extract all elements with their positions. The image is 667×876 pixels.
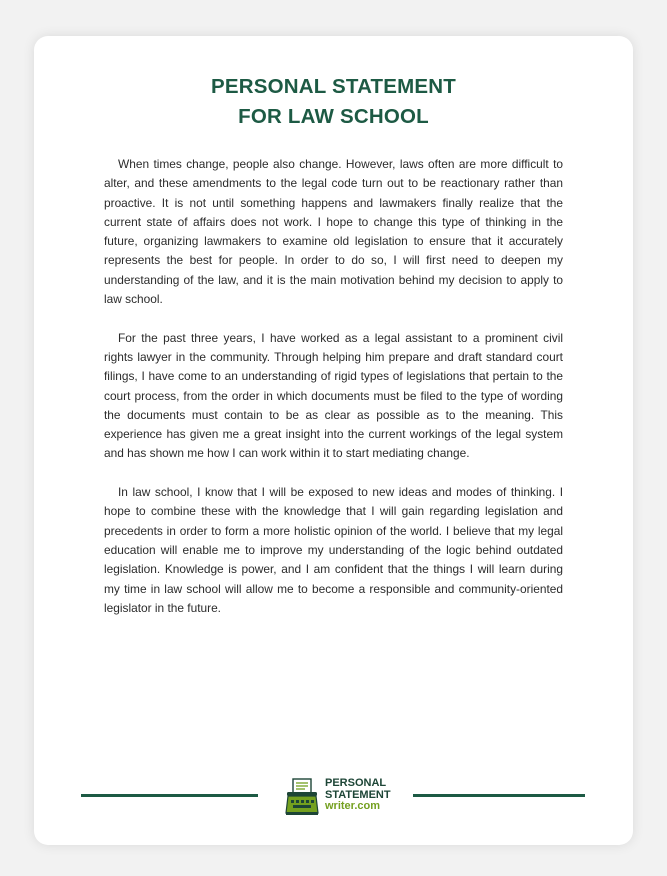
paragraph-1: When times change, people also change. However, laws often are more difficult to alter, and these amendments to the legal code turn out to be reactionary rather than proactive. It is not until something happens and lawmakers finally realize that the current state of affairs does not work. I hope to change this type of thinking in the future, organizing lawmakers to examine old legislation to ensure that it accurately represents the best for people. In order to do so, I will first need to deepen my understanding of the law, and it is the main motivation behind my decision to apply to law school. — [104, 157, 563, 307]
logo-wordmark — [325, 778, 391, 813]
footer — [34, 776, 633, 820]
title-line-1: PERSONAL STATEMENT — [210, 75, 457, 98]
statement-body — [104, 155, 563, 637]
paragraph-3: In law school, I know that I will be exposed to new ideas and modes of thinking. I hope to combine these with the knowledge that I will gain regarding legislation and precedents in order to form a more holistic opinion of the world. I believe that my legal education will enable me to improve my understanding of the logic behind outdated legislation. Knowledge is power, and I am confident that the things I will learn during my time in law school will allow me to become a responsible and community-oriented legislator in the future. — [104, 485, 563, 615]
brand-logo — [284, 776, 404, 820]
title-line-2: FOR LAW SCHOOL — [238, 105, 429, 128]
logo-line-3: writer.com — [325, 800, 381, 812]
footer-rule-right — [413, 794, 585, 797]
document-page — [34, 36, 633, 845]
logo-line-2: STATEMENT — [325, 788, 391, 801]
typewriter-icon — [284, 778, 320, 816]
paragraph-2: For the past three years, I have worked as a legal assistant to a prominent civil rights lawyer in the community. Through helping him prepare and draft standard court filings, I have come to an understanding of rigid types of legislations that pertain to the court process, from the order in which documents must be filed to the type of wording the documents must contain to be as clear as possible as to the meaning. This experience has given me a great insight into the current workings of the legal system and has shown me how I can work within it to start mediating change. — [104, 330, 563, 461]
logo-line-1: PERSONAL — [325, 777, 387, 789]
footer-rule-left — [81, 794, 258, 797]
page-title — [34, 72, 633, 132]
